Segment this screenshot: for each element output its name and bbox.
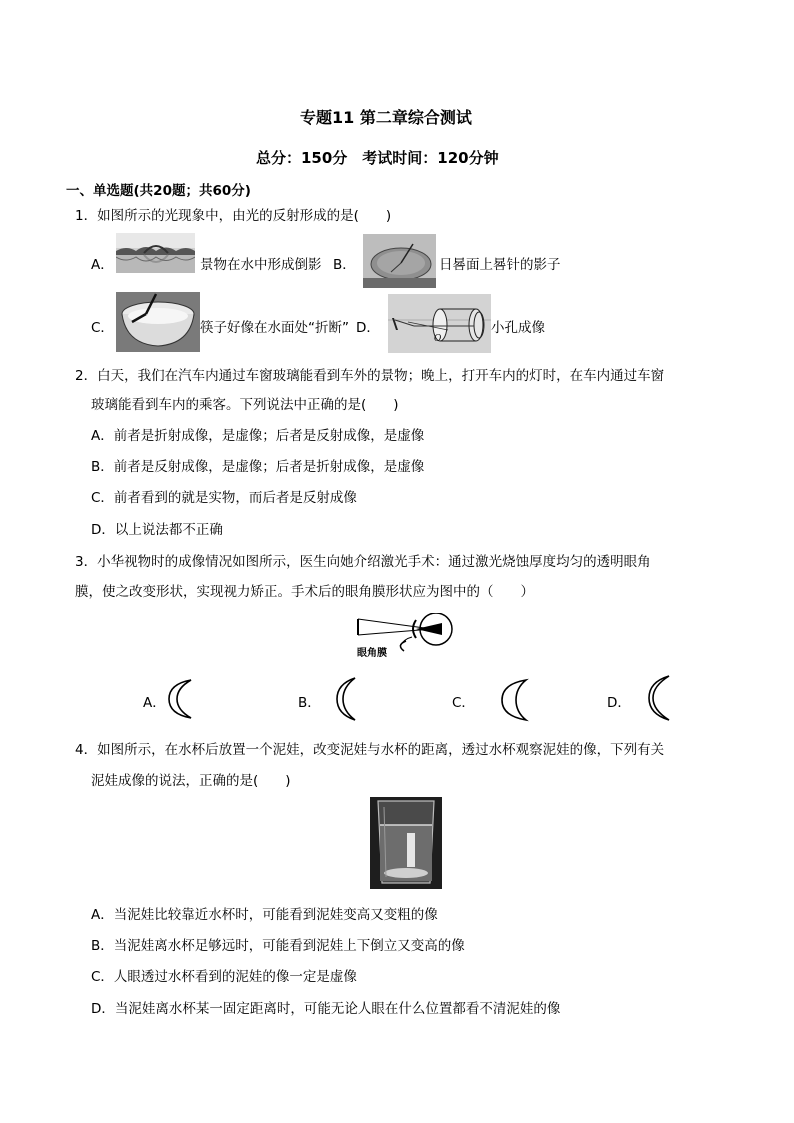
page-title: 专题11 第二章综合测试 — [300, 108, 472, 127]
cornea-shape-b — [333, 676, 363, 722]
reflection-photo — [116, 233, 195, 273]
q4-stem-line2: 泥娃成像的说法，正确的是( ) — [91, 773, 291, 789]
q2-option-a: A．前者是折射成像，是虚像；后者是反射成像，是虚像 — [91, 428, 425, 444]
q1-option-c-label: C． — [91, 320, 114, 336]
q2-stem-line1: 2．白天，我们在汽车内通过车窗玻璃能看到车外的景物；晚上，打开车内的灯时，在车内通过车窗 — [75, 368, 665, 384]
q3-stem-line1: 3．小华视物时的成像情况如图所示，医生向她介绍激光手术：通过激光烧蚀厚度均匀的透明眼角 — [75, 554, 651, 570]
chopstick-bowl-photo — [116, 292, 200, 352]
q2-stem-line2: 玻璃能看到车内的乘客。下列说法中正确的是( ) — [91, 397, 399, 413]
q2-option-b: B．前者是反射成像，是虚像；后者是折射成像，是虚像 — [91, 459, 425, 475]
q1-option-a-label: A． — [91, 257, 114, 273]
q4-option-c: C．人眼透过水杯看到的泥娃的像一定是虚像 — [91, 969, 357, 985]
q1-option-d-text: 小孔成像 — [491, 320, 545, 336]
q4-stem-line1: 4．如图所示，在水杯后放置一个泥娃，改变泥娃与水杯的距离，透过水杯观察泥娃的像，下列有关 — [75, 742, 665, 758]
q4-option-b: B．当泥娃离水杯足够远时，可能看到泥娃上下倒立又变高的像 — [91, 938, 465, 954]
q2-option-d: D．以上说法都不正确 — [91, 522, 223, 538]
q1-option-b-label: B． — [333, 257, 356, 273]
q1-option-c-text: 筷子好像在水面处“折断” — [200, 320, 349, 336]
page-subtitle: 总分：150分 考试时间：120分钟 — [256, 149, 499, 167]
q3-option-b-label: B． — [298, 695, 321, 711]
q3-stem-line2: 膜，使之改变形状，实现视力矫正。手术后的眼角膜形状应为图中的（ ） — [75, 584, 534, 600]
q1-option-a-text: 景物在水中形成倒影 — [200, 257, 322, 273]
q4-option-d: D．当泥娃离水杯某一固定距离时，可能无论人眼在什么位置都看不清泥娃的像 — [91, 1001, 561, 1017]
q3-option-d-label: D． — [607, 695, 631, 711]
q1-option-b-text: 日晷面上晷针的影子 — [439, 257, 561, 273]
pinhole-camera-diagram — [388, 294, 491, 353]
q2-option-c: C．前者看到的就是实物，而后者是反射成像 — [91, 490, 357, 506]
sundial-photo — [363, 234, 436, 288]
cornea-shape-a — [165, 678, 195, 720]
q1-option-d-label: D． — [356, 320, 380, 336]
pinhole-o-label: O — [434, 334, 442, 344]
water-glass-photo — [370, 797, 442, 889]
q4-option-a: A．当泥娃比较靠近水杯时，可能看到泥娃变高又变粗的像 — [91, 907, 438, 923]
q3-option-c-label: C． — [452, 695, 475, 711]
q1-stem: 1．如图所示的光现象中，由光的反射形成的是( ) — [75, 208, 392, 224]
cornea-shape-d — [645, 674, 673, 722]
cornea-shape-c — [500, 678, 530, 722]
q3-option-a-label: A． — [143, 695, 166, 711]
section-heading: 一、单选题(共20题；共60分) — [66, 183, 251, 199]
cornea-label: 眼角膜 — [357, 648, 387, 659]
